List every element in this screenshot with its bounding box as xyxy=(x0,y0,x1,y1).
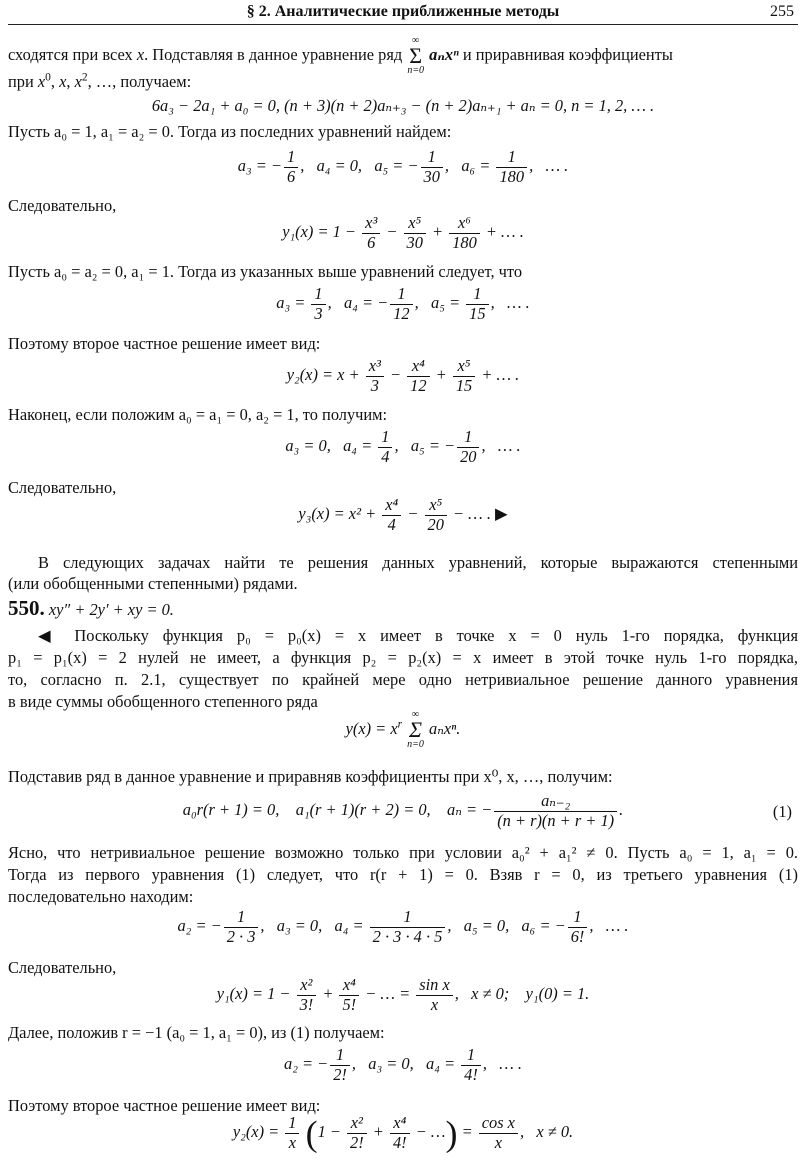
sum-symbol: ∞ Σ n=0 xyxy=(407,35,425,76)
equation-y3: y₃(x) = x² + $\frac{\text{x⁴}}{4}$ − $\frac{\text{x⁵}}{20}$ − … . ▶ xyxy=(298,495,508,534)
equation-recurrence: 6a₃ − 2a₁ + a₀ = 0, (n + 3)(n + 2)aₙ₊₃ − (n + 2)aₙ₊₁ + aₙ = 0, n = 1, 2, … . xyxy=(151,96,655,115)
equation-y1-sin: y₁(x) = 1 − $\frac{\text{x²}}{3!}$ + $\frac{\text{x⁴}}{5!}$ − … = $\frac{\text{sin x}}{x}$ , x ≠ 0; y₁(0) = 1. xyxy=(216,975,590,1014)
text-fragment: сходятся при всех xyxy=(8,44,133,64)
problem-heading xyxy=(8,596,798,622)
text-fragment: и приравнивая коэффициенты xyxy=(462,44,673,64)
equation-coefficients-1: a₃ = − $\frac{1}{6}$ , a₄ = 0, a₅ = − $\frac{1}{30}$ , a₆ = $\frac{1}{180}$ , … . xyxy=(237,147,569,186)
problem-number: 550. xyxy=(8,596,45,620)
solution-line-2: p₁ = p₁(x) = 2 нулей не имеет, а функция p₂ = p₂(x) = x имеет в этой точке нуль 1-го порядка, xyxy=(8,648,798,667)
text-fragment: , …, получаем: xyxy=(87,72,192,91)
solution-line-8: последовательно находим: xyxy=(8,887,194,906)
equation-generalized-series: $y(x) = x^r$ ∞ Σ n=0 aₙxⁿ. xyxy=(345,709,461,750)
equation-y2: y₂(x) = x + $\frac{\text{x³}}{3}$ − $\frac{\text{x⁴}}{12}$ + $\frac{\text{x⁵}}{15}$ + … . xyxy=(286,356,520,395)
text-line-2: при $x^0$, x, $x^2$, …, получаем: xyxy=(8,71,192,91)
solution-line-3: то, согласно п. 2.1, существует по крайней мере одно нетривиальное решение данного уравнения xyxy=(8,670,798,689)
equation-coefficients-2: a₃ = $\frac{1}{3}$ , a₄ = − $\frac{1}{12}$ , a₅ = $\frac{1}{15}$ , … . xyxy=(276,284,530,323)
page-header xyxy=(8,2,798,26)
equation-y2-cos: y₂(x) = $\frac{1}{x}$ (1 − $\frac{\text{x²}}{2!}$ + $\frac{\text{x⁴}}{4!}$ − …) = $\frac{\text{cos x}}{x}$ , x ≠ 0. xyxy=(232,1113,574,1154)
text-line-1: сходятся при всех x. Подставляя в данное уравнение ряд ∞ Σ n=0 aₙxⁿ и приравнивая коэффициенты xyxy=(8,35,673,76)
equation-coefficients-4: a₂ = − $\frac{1}{2 \cdot 3}$ , a₃ = 0, a₄ = $\frac{1}{2 \cdot 3 \cdot 4 \cdot 5}$ , a₅ = 0, a₆ = − $\frac{1}{6!}$ , … . xyxy=(177,907,629,946)
text-line-7: Наконец, если положим a₀ = a₁ = 0, a₂ = 1, то получим: xyxy=(8,405,388,424)
header-rule xyxy=(8,24,798,25)
text-line-3: Пусть a₀ = 1, a₁ = a₂ = 0. Тогда из последних уравнений найдем: xyxy=(8,122,452,141)
solution-line-9: Следовательно, xyxy=(8,958,117,977)
equation-label: (1) xyxy=(772,802,792,821)
intro-paragraph-line-1: В следующих задачах найти те решения данных уравнений, которые выражаются степенными xyxy=(38,553,798,572)
text-fragment: . Подставляя в данное уравнение ряд xyxy=(144,44,403,64)
solution-line-4: в виде суммы обобщенного степенного ряда xyxy=(8,692,318,711)
running-title: § 2. Аналитические приближенные методы xyxy=(246,3,560,20)
intro-paragraph-line-2: (или обобщенными степенными) рядами. xyxy=(8,574,298,593)
solution-line-1: ◀ Поскольку функция p₀ = p₀(x) = x имеет в точке x = 0 нуль 1-го порядка, функция xyxy=(38,626,798,645)
solution-line-5: Подставив ряд в данное уравнение и приравняв коэффициенты при x⁰, x, …, получим: xyxy=(8,767,613,786)
equation-system-1: a₀r(r + 1) = 0, a₁(r + 1)(r + 2) = 0, aₙ = − $\frac{\text{aₙ₋₂}}{(n + r)(n + r + 1)}$ . (1) xyxy=(182,791,792,830)
text-line-8: Следовательно, xyxy=(8,478,117,497)
solution-line-6: Ясно, что нетривиальное решение возможно только при условии a₀² + a₁² ≠ 0. Пусть a₀ = 1, a₁ = 0. xyxy=(8,843,798,862)
equation-y1: y₁(x) = 1 − $\frac{\text{x³}}{6}$ − $\frac{\text{x⁵}}{30}$ + $\frac{\text{x⁶}}{180}$ + … . xyxy=(282,213,524,252)
text-line-4: Следовательно, xyxy=(8,196,117,215)
equation-coefficients-3: a₃ = 0, a₄ = $\frac{1}{4}$ , a₅ = − $\frac{1}{20}$ , … . xyxy=(285,427,521,466)
problem-equation: xy″ + 2y′ + xy = 0. xyxy=(48,600,174,619)
text-line-6: Поэтому второе частное решение имеет вид: xyxy=(8,334,321,353)
equation-coefficients-5: a₂ = − $\frac{1}{2!}$ , a₃ = 0, a₄ = $\frac{1}{4!}$ , … . xyxy=(284,1045,522,1084)
page-number: 255 xyxy=(770,3,794,20)
solution-line-10: Далее, положив r = −1 (a₀ = 1, a₁ = 0), из (1) получаем: xyxy=(8,1023,385,1042)
book-page xyxy=(8,0,798,1166)
text-fragment: при xyxy=(8,72,34,91)
solution-line-11: Поэтому второе частное решение имеет вид: xyxy=(8,1096,321,1115)
text-line-5: Пусть a₀ = a₂ = 0, a₁ = 1. Тогда из указанных выше уравнений следует, что xyxy=(8,262,523,281)
solution-line-7: Тогда из первого уравнения (1) следует, что r(r + 1) = 0. Взяв r = 0, из третьего уравнения (1) xyxy=(8,865,798,884)
